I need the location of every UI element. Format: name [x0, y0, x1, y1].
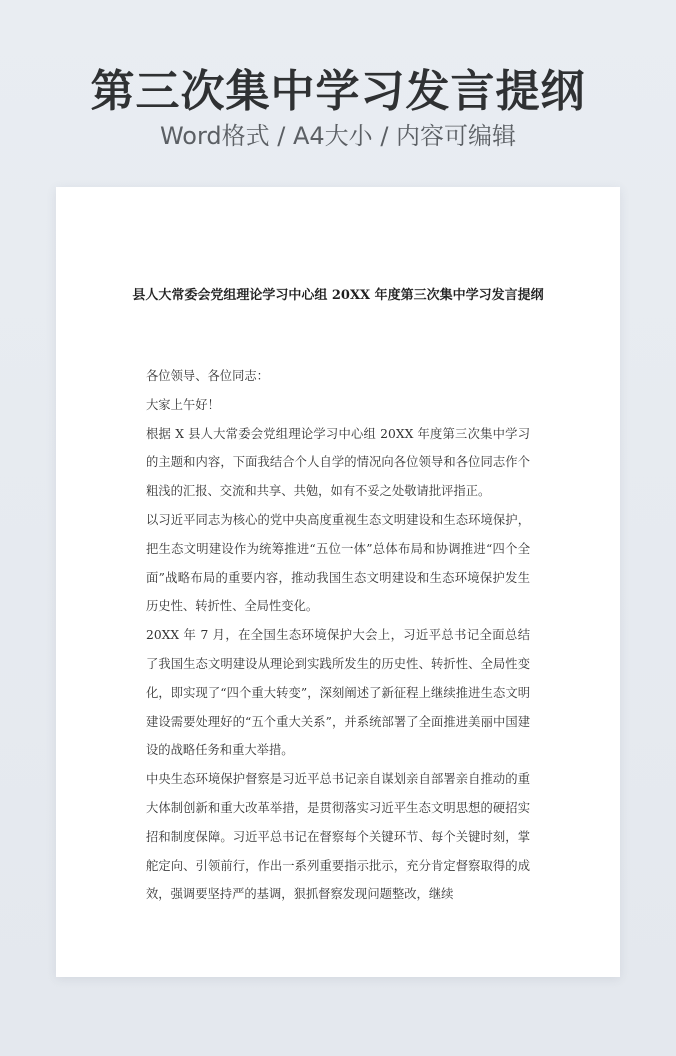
banner-title: 第三次集中学习发言提纲 [90, 66, 586, 117]
paragraph: 以习近平同志为核心的党中央高度重视生态文明建设和生态环境保护，把生态文明建设作为统筹推进“五位一体”总体布局和协调推进“四个全面”战略布局的重要内容，推动我国生态文明建设和生态环境保护发生历史性、转折性、全局性变化。 [146, 512, 530, 614]
banner-subtitle: Word格式 / A4大小 / 内容可编辑 [159, 122, 517, 150]
paragraph: 20XX 年 7 月，在全国生态环境保护大会上，习近平总书记全面总结了我国生态文明建设从理论到实践所发生的历史性、转折性、全局性变化，即实现了“四个重大转变”，深刻阐述了新征程上继续推进生态文明建设需要处理好的“五个重大关系”，并系统部署了全面推进美丽中国建设的战略任务和重大举措。 [146, 628, 530, 758]
salutation: 各位领导、各位同志： [146, 369, 269, 383]
document-body [146, 362, 530, 909]
paragraph: 中央生态环境保护督察是习近平总书记亲自谋划亲自部署亲自推动的重大体制创新和重大改革举措，是贯彻落实习近平生态文明思想的硬招实招和制度保障。习近平总书记在督察每个关键环节、每个关键时刻，掌舵定向、引领前行，作出一系列重要指示批示，充分肯定督察取得的成效，强调要坚持严的基调，狠抓督察发现问题整改，继续 [146, 772, 530, 902]
document-title: 县人大常委会党组理论学习中心组 20XX 年度第三次集中学习发言提纲 [132, 288, 544, 303]
paragraph: 根据 X 县人大常委会党组理论学习中心组 20XX 年度第三次集中学习的主题和内容，下面我结合个人自学的情况向各位领导和各位同志作个粗浅的汇报、交流和共享、共勉，如有不妥之处敬请批评指正。 [146, 426, 530, 499]
document-page [56, 187, 620, 977]
greeting: 大家上午好！ [146, 397, 220, 412]
